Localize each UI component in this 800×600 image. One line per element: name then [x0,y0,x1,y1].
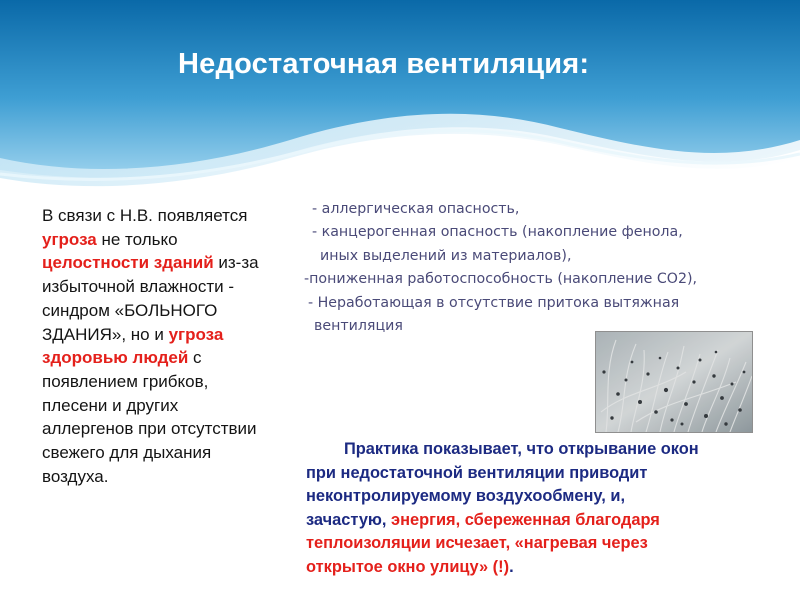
conclusion-line-1: Практика показывает, что открывание окон [344,440,699,458]
mold-photo [595,331,753,433]
left-line-10: аллергенов при отсутствии [42,419,257,439]
left-line-11: свежего для дыхания [42,443,212,463]
left-line-6-start: ЗДАНИЯ», но и [42,324,169,344]
hazard-item-performance: -пониженная работоспособность (накопление CO2), [304,271,698,288]
left-line-4: избыточной влажности - [42,277,235,297]
hazard-item-exhaust: - Неработающая в отсутствие притока вытяжная [308,294,680,311]
left-line-5: синдром «БОЛЬНОГО [42,300,218,320]
conclusion-line-4-start: зачастую, [306,510,392,529]
left-line-7 [42,346,302,370]
left-line-6 [42,323,302,347]
heating-street-highlight: открытое окно улицу» (!) [306,557,510,576]
conclusion-line-2: при недостаточной вентиляции приводит [306,463,648,482]
header-wave-background [0,0,800,210]
conclusion-line-6 [306,556,792,580]
threat-highlight-2: угроза [168,324,224,344]
left-line-12: воздуха. [42,466,109,486]
conclusion-line-6-end: . [509,557,514,576]
left-line-8: появлением грибков, [42,371,209,391]
left-paragraph [42,204,302,488]
energy-highlight: энергия, сбереженная благодаря [391,510,660,529]
conclusion-paragraph [306,438,792,580]
left-line-2-rest: не только [96,229,178,249]
left-line-9: плесени и других [42,395,179,415]
hazard-item-carcinogenic-cont: иных выделений из материалов), [320,247,572,264]
left-line-7-rest: с [188,348,202,368]
left-line-2 [42,228,302,252]
conclusion-line-4 [306,509,792,533]
left-line-3-rest: из-за [213,253,259,273]
conclusion-line-3: неконтролируемому воздухообмену, и, [306,487,626,506]
building-integrity-highlight: целостности зданий [42,253,214,273]
threat-highlight: угроза [42,229,97,249]
left-line-3 [42,251,302,275]
slide-title: Недостаточная вентиляция: [178,48,590,80]
hazard-item-carcinogenic: - канцерогенная опасность (накопление фенола, [312,224,683,241]
human-health-highlight: здоровью людей [42,348,189,368]
hazard-item-exhaust-cont: вентиляция [314,318,403,335]
hazards-list [304,198,774,338]
hazard-item-allergic: - аллергическая опасность, [312,201,520,217]
conclusion-line-5: теплоизоляции исчезает, «нагревая через [306,534,648,553]
left-line-1: В связи с Н.В. появляется [42,206,248,225]
